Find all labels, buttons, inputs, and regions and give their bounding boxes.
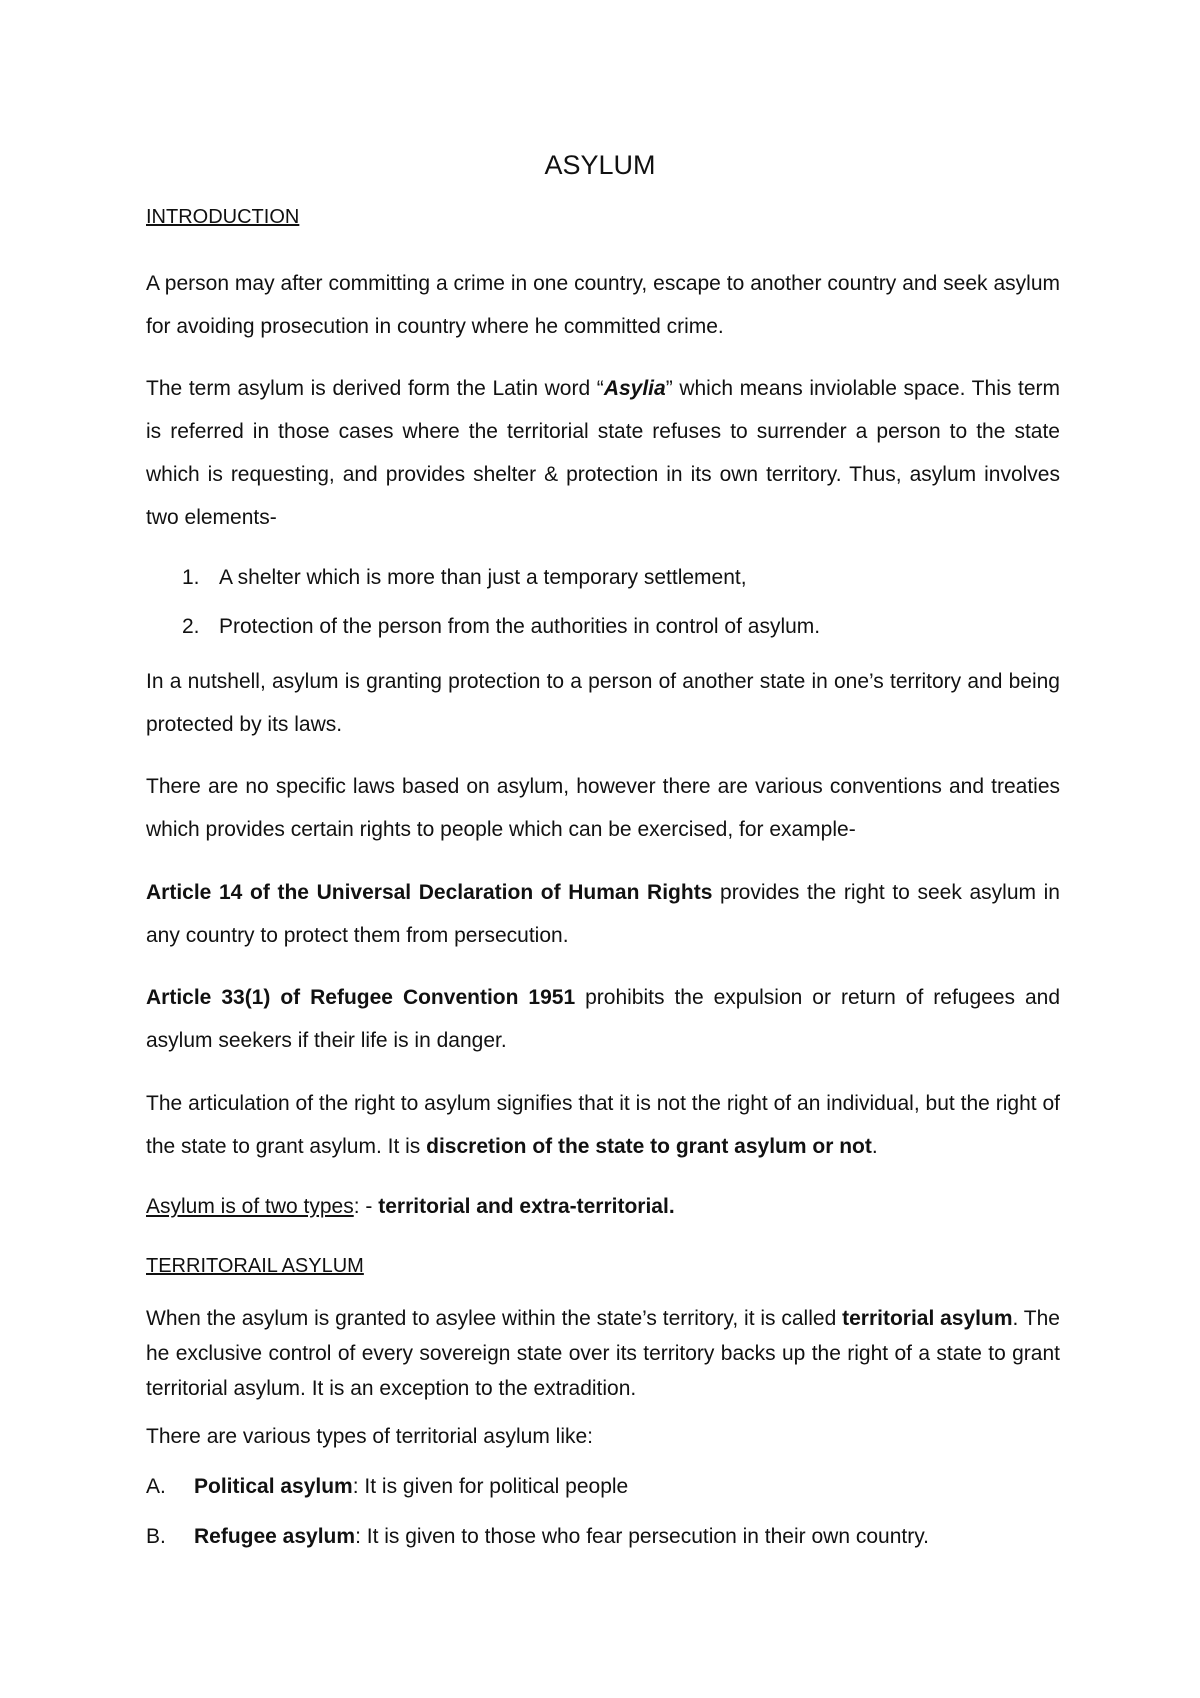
list-marker: A. bbox=[146, 1475, 166, 1498]
paragraph-intro-3: In a nutshell, asylum is granting protection to a person of another state in one’s territory and being protected by its laws. bbox=[146, 670, 1060, 736]
paragraph-intro-4: There are no specific laws based on asylum, however there are various conventions and treaties which provides certain rights to people which can be exercised, for example- bbox=[146, 775, 1060, 841]
paragraph-article-14: Article 14 of the Universal Declaration of Human Rights provides the right to seek asylum in any country to protect them from persecution. bbox=[146, 881, 1060, 947]
paragraph-article-33: Article 33(1) of Refugee Convention 1951 prohibits the expulsion or return of refugees and asylum seekers if their life is in danger. bbox=[146, 986, 1060, 1052]
list-marker: 1. bbox=[182, 566, 200, 589]
section-heading-territorial: TERRITORAIL ASYLUM bbox=[146, 1255, 364, 1277]
paragraph-intro-1: A person may after committing a crime in one country, escape to another country and seek asylum for avoiding prosecution in country where he committed crime. bbox=[146, 272, 1060, 338]
list-item-text: Political asylum: It is given for political people bbox=[194, 1475, 629, 1498]
section-heading-introduction: INTRODUCTION bbox=[146, 206, 300, 228]
list-marker: 2. bbox=[182, 615, 200, 638]
paragraph-territorial-2: There are various types of territorial asylum like: bbox=[146, 1425, 593, 1448]
list-item-text: Refugee asylum: It is given to those who fear persecution in their own country. bbox=[194, 1525, 929, 1548]
latin-term: Asylia bbox=[603, 377, 666, 400]
list-item-text: A shelter which is more than just a temporary settlement, bbox=[219, 566, 747, 589]
document-title: ASYLUM bbox=[544, 150, 656, 180]
list-item-text: Protection of the person from the authorities in control of asylum. bbox=[219, 615, 821, 638]
paragraph-intro-2: The term asylum is derived form the Latin word “Asylia” which means inviolable space. This term is referred in those cases where the territorial state refuses to surrender a person to the state which is requesting, and provides shelter & protection in its own territory. Thus, asylum involves two elements- bbox=[146, 377, 1060, 529]
paragraph-territorial-1: When the asylum is granted to asylee within the state’s territory, it is called territorial asylum. The he exclusive control of every sovereign state over its territory backs up the right of a state to grant territorial asylum. It is an exception to the extradition. bbox=[146, 1307, 1060, 1400]
list-marker: B. bbox=[146, 1525, 166, 1548]
paragraph-intro-7: The articulation of the right to asylum signifies that it is not the right of an individual, but the right of the state to grant asylum. It is discretion of the state to grant asylum or not. bbox=[146, 1092, 1060, 1158]
paragraph-asylum-types: Asylum is of two types: - territorial and extra-territorial. bbox=[146, 1195, 675, 1218]
